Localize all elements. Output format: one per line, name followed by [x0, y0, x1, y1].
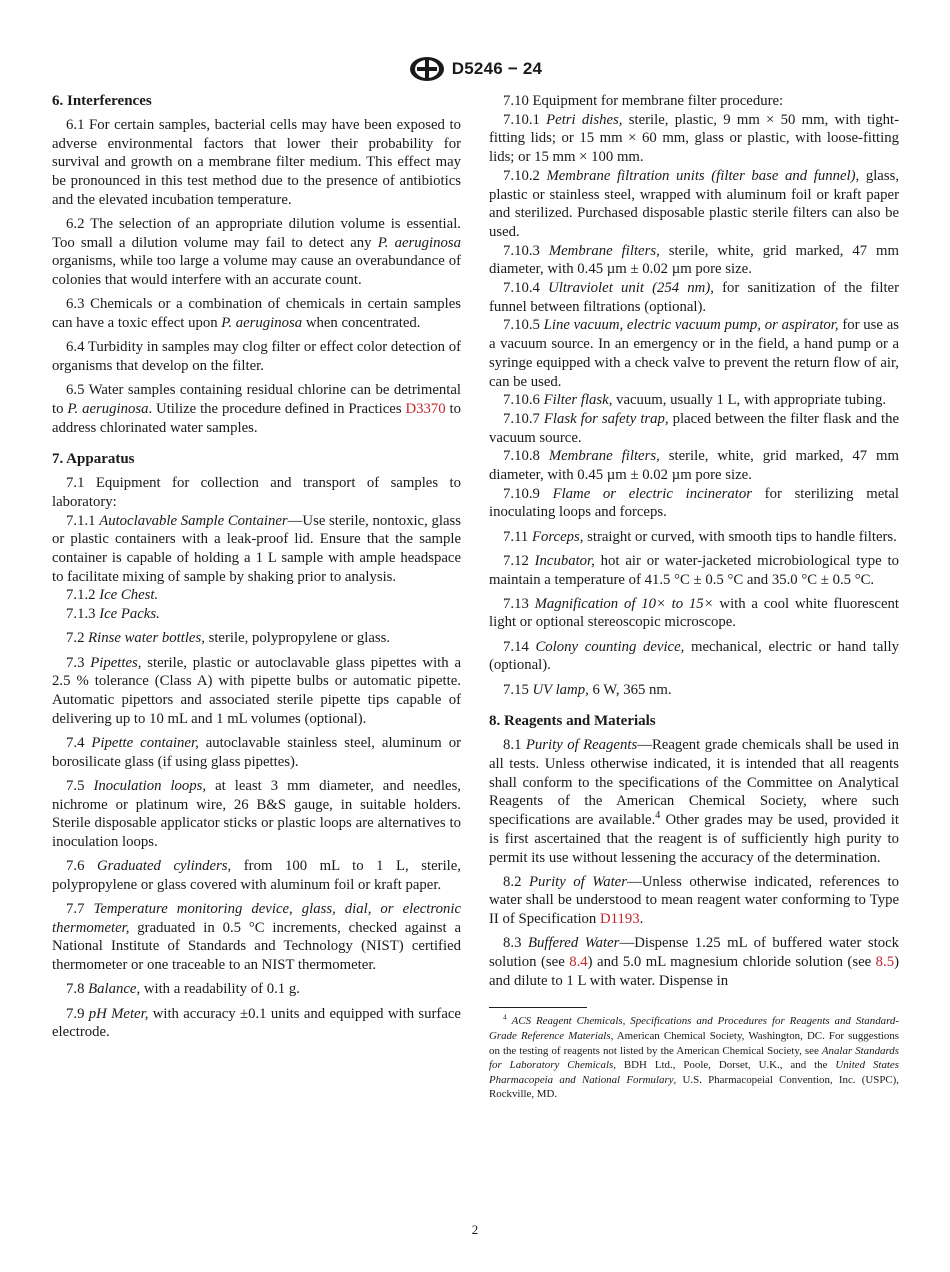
paragraph: 6.5 Water samples containing residual chlorine can be detrimental to P. aeruginosa. Utilize the procedure defined in Practices D3370 to address chlorinated water samples.: [52, 382, 462, 436]
paragraph: 7.1.3 Ice Packs.: [66, 606, 160, 623]
paragraph: 7.1.2 Ice Chest.: [66, 587, 159, 604]
left-column: [52, 92, 461, 1042]
paragraph: 7.1.1 Autoclavable Sample Container—Use sterile, nontoxic, glass or plastic containers with a leak-proof lid. Ensure that the sample container is capable of holding a 1 L sample with ample headspace to facilitate mixing of sample by shaking prior to analysis.: [52, 512, 461, 585]
paragraph: 7.3 Pipettes, sterile, plastic or autoclavable glass pipettes with a 2.5 % tolerance (Class A) with pipette bulbs or automatic pipette. Automatic pipettors and associated sterile pipette tips capable of delivering up to 10 mL and 1 mL volumes (optional).: [52, 654, 461, 727]
section-heading: 6. Interferences: [52, 93, 152, 109]
paragraph: 7.10.9 Flame or electric incinerator for sterilizing metal inoculating loops and forceps.: [489, 485, 899, 521]
paragraph: 7.10.3 Membrane filters, sterile, white, grid marked, 47 mm diameter, with 0.45 µm ± 0.02 µm pore size.: [489, 242, 899, 278]
footnote: $^4$ ACS Reagent Chemicals, Specifications and Procedures for Reagents and Standard-Grade Reference Materials, American Chemical Society, Washington, DC. For suggestions on the testing of reagents not listed by the American Chemical Society, see Analar Standards for Laboratory Chemicals, BDH Ltd., Poole, Dorset, U.K., and the United States Pharmacopeia and National Formulary, U.S. Pharmacopeial Convention, Inc. (USPC), Rockville, MD.: [489, 1012, 900, 1101]
paragraph: 7.12 Incubator, hot air or water-jacketed microbiological type to maintain a temperature of 41.5 °C ± 0.5 °C and 35.0 °C ± 0.5 °C.: [489, 552, 899, 588]
paragraph: 7.10.5 Line vacuum, electric vacuum pump, or aspirator, for use as a vacuum source. In an emergency or in the field, a hand pump or a syringe equipped with a check valve to prevent the return flow of air, can be used.: [489, 317, 900, 390]
cross-reference-link[interactable]: D1193: [600, 911, 640, 928]
astm-logo-icon: [408, 56, 446, 82]
paragraph: 7.4 Pipette container, autoclavable stainless steel, aluminum or borosilicate glass (if using glass pipettes).: [52, 734, 461, 770]
document-id: D5246 − 24: [451, 59, 543, 78]
section-heading: 8. Reagents and Materials: [489, 713, 656, 730]
paragraph: 6.1 For certain samples, bacterial cells may have been exposed to adverse environmental factors that lower their probability for survival and growth on a membrane filter medium. This effect may be pronounced in this test method due to the presence of antibiotics and the elevated incubation temperature.: [52, 117, 461, 208]
paragraph: 7.5 Inoculation loops, at least 3 mm diameter, and needles, nichrome or platinum wire, 26 B&S gauge, in suitable holders. Sterile disposable applicator sticks or plastic loops are alternatives to inoculation loops.: [52, 777, 461, 850]
paragraph: 7.8 Balance, with a readability of 0.1 g.: [66, 981, 300, 998]
paragraph: 7.15 UV lamp, 6 W, 365 nm.: [503, 681, 672, 698]
paragraph: 6.4 Turbidity in samples may clog filter or effect color detection of organisms that develop on the filter.: [52, 339, 461, 374]
paragraph: 7.10.6 Filter flask, vacuum, usually 1 L, with appropriate tubing.: [503, 392, 887, 409]
cross-reference-link[interactable]: D3370: [405, 400, 446, 417]
paragraph: 8.3 Buffered Water—Dispense 1.25 mL of buffered water stock solution (see 8.4) and 5.0 mL magnesium chloride solution (see 8.5) and dilute to 1 L with water. Dispense in: [489, 935, 900, 989]
paragraph: 7.10.1 Petri dishes, sterile, plastic, 9 mm × 50 mm, with tight-fitting lids; or 15 mm × 60 mm, glass or plastic, with loose-fitting lids; or 15 mm × 100 mm.: [489, 111, 900, 166]
paragraph: 8.1 Purity of Reagents—Reagent grade chemicals shall be used in all tests. Unless otherwise indicated, it is intended that all reagents shall conform to the specifications of the Committee on Analytical Reagents of the American Chemical Society, where such specifications are available.$^4$ Other grades may be used, provided it is first ascertained that the reagent is of sufficiently high purity to permit its use without lessening the accuracy of the determination.: [489, 737, 899, 866]
paragraph: 7.6 Graduated cylinders, from 100 mL to 1 L, sterile, polypropylene or glass covered with aluminum foil or kraft paper.: [52, 858, 461, 893]
paragraph: 7.9 pH Meter, with accuracy ±0.1 units and equipped with surface electrode.: [52, 1005, 461, 1041]
cross-reference-link[interactable]: 8.5: [875, 954, 895, 971]
paragraph: 7.14 Colony counting device, mechanical, electric or hand tally (optional).: [489, 638, 899, 674]
paragraph: 7.10.4 Ultraviolet unit (254 nm), for sanitization of the filter funnel between filtrations (optional).: [489, 280, 899, 315]
paragraph: 7.10.2 Membrane filtration units (filter base and funnel), glass, plastic or stainless steel, wrapped with aluminum foil or kraft paper and sterilized. Purchased disposable plastic sterile filters can also be used.: [489, 167, 900, 240]
right-column: [489, 92, 899, 1102]
paragraph: 7.10.8 Membrane filters, sterile, white, grid marked, 47 mm diameter, with 0.45 µm ± 0.02 µm pore size.: [489, 448, 899, 484]
paragraph: 6.3 Chemicals or a combination of chemicals in certain samples can have a toxic effect upon P. aeruginosa when concentrated.: [52, 296, 461, 332]
paragraph: 6.2 The selection of an appropriate dilution volume is essential. Too small a dilution volume may fail to detect any P. aeruginosa organisms, while too large a volume may cause an overabundance of colonies that would interfere with an accurate count.: [52, 216, 462, 289]
cross-reference-link[interactable]: 8.4: [569, 954, 588, 971]
paragraph: 7.11 Forceps, straight or curved, with smooth tips to handle filters.: [503, 528, 897, 545]
paragraph: 7.13 Magnification of 10× to 15× with a cool white fluorescent light or optional stereoscopic microscope.: [489, 595, 899, 631]
footnote-divider: [489, 1007, 587, 1008]
page-header: [0, 56, 950, 82]
page-number: 2: [471, 1222, 479, 1237]
paragraph: 7.10.7 Flask for safety trap, placed between the filter flask and the vacuum source.: [489, 410, 899, 446]
paragraph: 8.2 Purity of Water—Unless otherwise indicated, references to water shall be understood to mean reagent water conforming to Type II of Specification D1193.: [489, 873, 899, 928]
paragraph: 7.10 Equipment for membrane filter procedure:: [503, 93, 784, 109]
paragraph: 7.2 Rinse water bottles, sterile, polypropylene or glass.: [66, 630, 391, 647]
paragraph: 7.1 Equipment for collection and transport of samples to laboratory:: [52, 475, 461, 510]
section-heading: 7. Apparatus: [52, 451, 135, 468]
paragraph: 7.7 Temperature monitoring device, glass, dial, or electronic thermometer, graduated in 0.5 °C increments, checked against a National Institute of Standards and Technology (NIST) certified thermometer or one traceable to an NIST thermometer.: [52, 901, 461, 974]
